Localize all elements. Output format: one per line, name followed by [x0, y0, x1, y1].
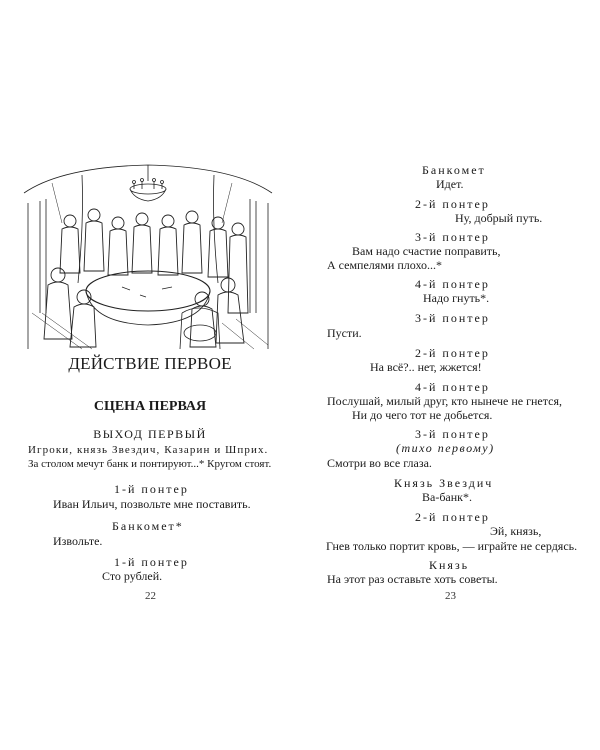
page-number: 22: [145, 590, 156, 602]
speaker-name: Князь: [429, 558, 470, 572]
dialogue-line: Ни до чего тот не добьется.: [352, 408, 493, 422]
dialogue-line: На этот раз оставьте хоть советы.: [327, 572, 498, 586]
speaker-name: 1-й понтер: [114, 482, 189, 496]
scene-title: СЦЕНА ПЕРВАЯ: [93, 399, 207, 414]
speaker-name: 3-й понтер: [415, 427, 490, 441]
dialogue-line: Ну, добрый путь.: [455, 211, 543, 225]
dialogue-line: Извольте.: [53, 534, 103, 548]
speaker-name: 2-й понтер: [415, 346, 490, 360]
stage-direction: [28, 443, 280, 471]
speaker-name: Банкомет*: [112, 519, 184, 533]
dialogue-line: Надо гнуть*.: [423, 291, 490, 305]
speaker-name: 3-й понтер: [415, 311, 490, 325]
stage-direction-line: За столом мечут банк и понтируют...* Кругом стоят.: [28, 458, 272, 470]
exit-title: ВЫХОД ПЕРВЫЙ: [93, 427, 207, 441]
dialogue-line: Послушай, милый друг, кто нынече не гнется,: [327, 394, 562, 408]
dialogue-line: Идет.: [436, 177, 464, 191]
dialogue-line: Вам надо счастие поправить,: [352, 244, 501, 258]
dialogue-line: Эй, князь,: [490, 524, 542, 538]
dialogue-line: А семпелями плохо...*: [327, 258, 442, 272]
dialogue-line: Сто рублей.: [102, 569, 163, 583]
speaker-name: 3-й понтер: [415, 230, 490, 244]
dialogue-line: Гнев только портит кровь, — играйте не сердясь.: [326, 539, 578, 553]
speaker-name: 1-й понтер: [114, 555, 189, 569]
card-game-illustration: [22, 163, 274, 351]
speaker-name: 4-й понтер: [415, 277, 490, 291]
dialogue-line: Ва-банк*.: [422, 490, 473, 504]
speaker-name: 4-й понтер: [415, 380, 490, 394]
act-title: ДЕЙСТВИЕ ПЕРВОЕ: [68, 354, 232, 373]
speaker-name: 2-й понтер: [415, 510, 490, 524]
dialogue-line: На всё?.. нет, жжется!: [370, 360, 482, 374]
dialogue-line: Пусти.: [327, 326, 362, 340]
speaker-name: Банкомет: [422, 163, 486, 177]
speaker-name: 2-й понтер: [415, 197, 490, 211]
stage-direction-line: Игроки, князь Звездич, Казарин и Шприх.: [28, 444, 269, 456]
speaker-name: Князь Звездич: [394, 476, 494, 490]
dialogue-line: Смотри во все глаза.: [327, 456, 432, 470]
page-number: 23: [445, 590, 456, 602]
stage-direction: (тихо первому): [396, 441, 495, 455]
right-page: [300, 0, 600, 750]
dialogue-line: Иван Ильич, позвольте мне поставить.: [53, 497, 251, 511]
